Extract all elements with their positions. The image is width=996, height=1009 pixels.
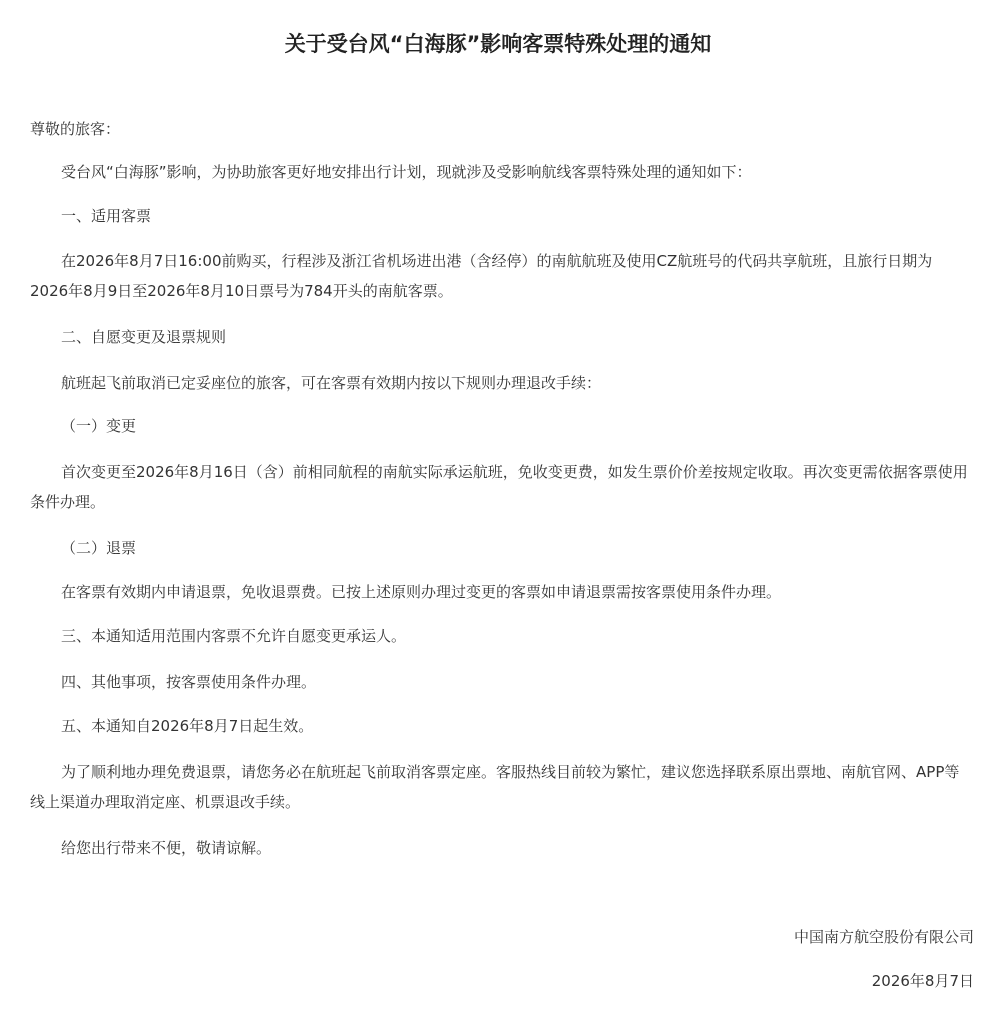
refund-body: 在客票有效期内申请退票，免收退票费。已按上述原则办理过变更的客票如申请退票需按客票使用条件办理。: [61, 583, 782, 601]
section-3: 三、本通知适用范围内客票不允许自愿变更承运人。: [61, 627, 407, 645]
signature-company: 中国南方航空股份有限公司: [793, 928, 974, 946]
section-4: 四、其他事项，按客票使用条件办理。: [61, 673, 317, 691]
change-heading: （一）变更: [61, 417, 137, 435]
refund-heading: （二）退票: [61, 539, 137, 557]
greeting: 尊敬的旅客：: [30, 120, 121, 138]
section-5: 五、本通知自2026年8月7日起生效。: [61, 717, 314, 735]
notice-title: 关于受台风“白海豚”影响客票特殊处理的通知: [284, 32, 712, 56]
section-1-body: 在2026年8月7日16:00前购买，行程涉及浙江省机场进出港（含经停）的南航航班及使用CZ航班号的代码共享航班，且旅行日期为2026年8月9日至2026年8月10日票号为784开头的南航客票。: [30, 252, 933, 300]
intro-paragraph: 受台风“白海豚”影响，为协助旅客更好地安排出行计划，现就涉及受影响航线客票特殊处理的通知如下：: [61, 163, 752, 181]
change-body: 首次变更至2026年8月16日（含）前相同航程的南航实际承运航班，免收变更费，如发生票价价差按规定收取。再次变更需依据客票使用条件办理。: [30, 463, 968, 511]
section-2-heading: 二、自愿变更及退票规则: [61, 328, 227, 346]
advice-paragraph: 为了顺利地办理免费退票，请您务必在航班起飞前取消客票定座。客服热线目前较为繁忙，建议您选择联系原出票地、南航官网、APP等线上渠道办理取消定座、机票退改手续。: [30, 763, 960, 811]
apology-paragraph: 给您出行带来不便，敬请谅解。: [61, 839, 272, 857]
section-1-heading: 一、适用客票: [61, 207, 152, 225]
signature-date: 2026年8月7日: [871, 972, 974, 990]
section-2-intro: 航班起飞前取消已定妥座位的旅客，可在客票有效期内按以下规则办理退改手续：: [61, 374, 602, 392]
